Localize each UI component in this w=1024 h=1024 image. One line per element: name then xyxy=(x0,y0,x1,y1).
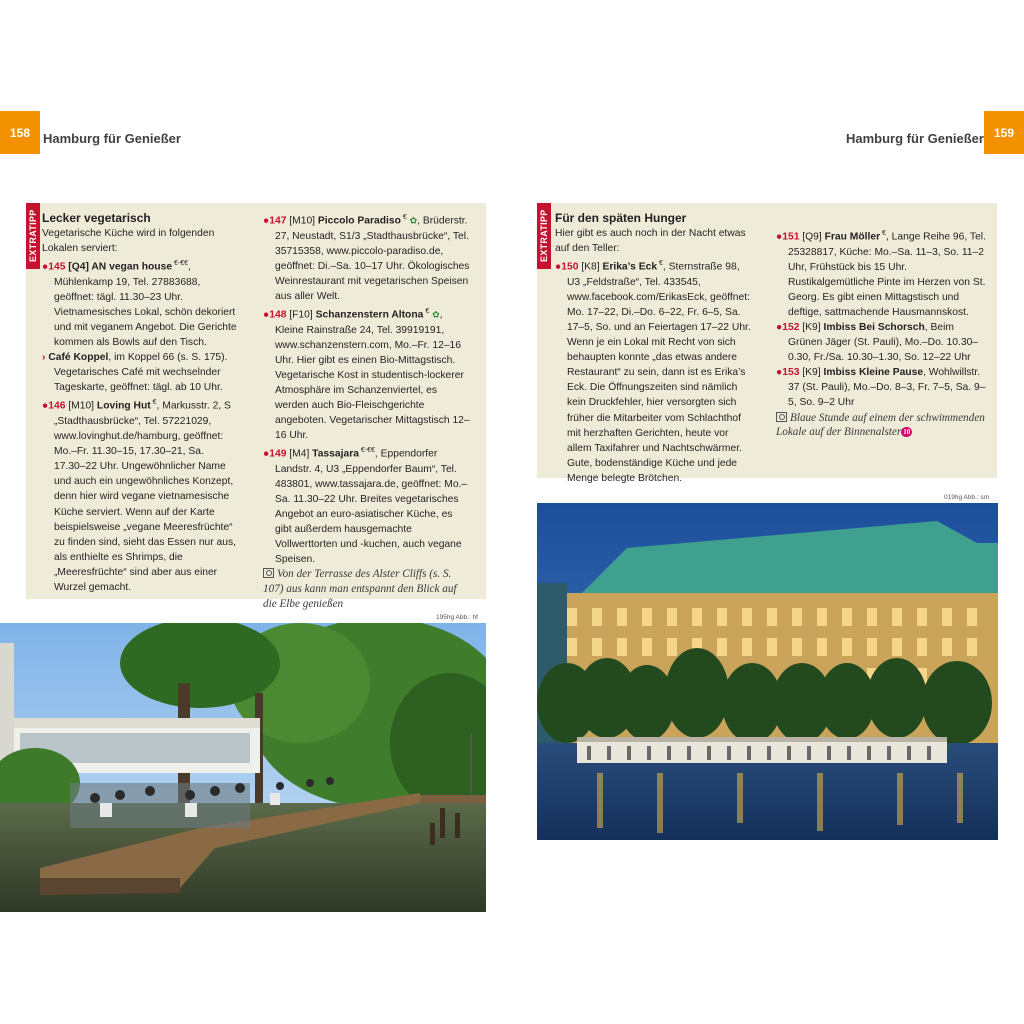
photo-credit-right: 019hg Abb.: sm xyxy=(944,494,990,501)
right-column-2 xyxy=(776,226,986,440)
map-pin-icon: ● xyxy=(263,309,270,321)
page-number-right xyxy=(984,111,1024,154)
map-pin-icon: ● xyxy=(42,261,49,273)
list-item-146: ●146 [M10] Loving Hut €, Markusstr. 2, S „Stadthausbrücke“, Tel. 57221029, www.lovinghut.de/hamburg, geöffnet: Mo.–Fr. 11.30–15, 17.30–21, Sa. 17.30–22 Uhr. Ungewöhnlicher Name und auch ein ungewöhnliches Konzept, denn hier wird vegane vietnamesische Küche serviert. Wenn auf der Karte beispielsweise „vegane Meeresfrüchte“ zu finden sind, sieht das Essen nur aus, als enthielte es Shrimps, die „Meeresfrüchte“ sind aber aus einer Wurzel gemacht. xyxy=(42,399,237,593)
organic-leaf-icon: ✿ xyxy=(409,215,418,226)
section-intro: Hier gibt es auch noch in der Nacht etwas auf den Teller: xyxy=(555,228,746,255)
list-item-153: ●153 [K9] Imbiss Kleine Pause, Wohlwillstr. 37 (St. Pauli), Mo.–Do. 8–3, Fr. 7–5, Sa. 9–5, So. 9–2 Uhr xyxy=(776,367,986,409)
extratipp-label-right: EXTRATIPP xyxy=(537,203,551,269)
photo-alster-cliff-terrace xyxy=(0,623,486,912)
left-column-2 xyxy=(263,210,470,611)
reference-badge: 10 xyxy=(903,428,911,437)
map-pin-icon: ● xyxy=(776,321,783,333)
list-item-148: ●148 [F10] Schanzenstern Altona € ✿, Kleine Rainstraße 24, Tel. 39919191, www.schanzenstern.com, Mo.–Fr. 12–16 Uhr. Hier gibt es einen Bio-Mittagstisch. Vegetarische Kost in studentisch-lockerer Atmosphäre im Schanzenviertel, es werden auch Bio-Fleischgerichte angeboten. Vegetarischer Mittagstisch 12–16 Uhr. xyxy=(263,307,470,442)
list-item-149: ●149 [M4] Tassajara €-€€, Eppendorfer Landstr. 4, U3 „Eppendorfer Baum“, Tel. 483801, www.tassajara.de, geöffnet: Mo.–Sa. 11.30–22 Uhr. Breites vegetarisches Angebot an euro-asiatischer Küche, es gibt außerdem hausgemachte Vollwerttorten und -kuchen, auch vegane Speisen. xyxy=(263,447,468,566)
list-item-145: ●145 [Q4] AN vegan house €-€€, Mühlenkamp 19, Tel. 27883688, geöffnet: tägl. 11.30–23 Uhr. Vietnamesisches Lokal, schön dekoriert und mit veganem Angebot. Die Gerichte kommen als Bowls auf den Tisch. xyxy=(42,260,237,349)
map-pin-icon: ● xyxy=(776,231,783,243)
photo-binnenalster-blue-hour xyxy=(537,503,998,840)
list-item-150: ●150 [K8] Erika’s Eck €, Sternstraße 98, U3 „Feldstraße“, Tel. 433545, www.facebook.com/ErikasEck, geöffnet: Mo. 17–22, Di.–Do. 6–22, Fr. 6–5, Sa. 17–5, So. und an Feiertagen 17–22 Uhr. Wenn je ein Lokal mit Recht von sich behaupten konnte „das etwas andere Restaurant“ zu sein, dann ist es Erika’s Eck. Die Öffnungszeiten sind nämlich kein Druckfehler, hier versorgten sich früher die Mitarbeiter vom Schlachthof mit herzhaften Gerichten, heute vor allem Taxifahrer und Nachtschwärmer. Gute, bodenständige Küche und jede Menge belegte Brötchen. xyxy=(555,260,751,484)
section-heading: Für den späten Hunger xyxy=(555,211,687,225)
page-number-text: 158 xyxy=(9,125,31,140)
photo-caption-right: Blaue Stunde auf einem der schwimmenden Lokale auf der Binnenalster 10 xyxy=(776,411,985,439)
extratipp-label-left: EXTRATIPP xyxy=(26,203,40,269)
map-pin-icon: ● xyxy=(555,261,562,273)
running-title-left: Hamburg für Genießer xyxy=(43,131,181,146)
list-item-koppel: › Café Koppel, im Koppel 66 (s. S. 175). Vegetarisches Café mit wechselnder Tageskarte, geöffnet: tägl. ab 10 Uhr. xyxy=(42,352,228,394)
map-pin-icon: ● xyxy=(42,400,49,412)
terrace-illustration xyxy=(0,623,486,912)
map-pin-icon: ● xyxy=(263,448,270,460)
left-column-1 xyxy=(42,210,237,595)
page-number-left xyxy=(0,111,40,154)
arrow-bullet-icon: › xyxy=(42,352,46,364)
map-pin-icon: ● xyxy=(263,215,270,227)
page-number-text: 159 xyxy=(993,125,1015,140)
list-item-152: ●152 [K9] Imbiss Bei Schorsch, Beim Grünen Jäger (St. Pauli), Mo.–Do. 10.30–0.30, Fr./Sa. 10.30–1.30, So. 12–22 Uhr xyxy=(776,321,979,364)
list-item-151: ●151 [Q9] Frau Möller €, Lange Reihe 96, Tel. 25328817, Küche: Mo.–Sa. 11–3, So. 11–2 Uhr, Frühstück bis 15 Uhr. Rustikalgemütliche Pinte im Herzen von St. Georg. Es gibt einen Mittagstisch und deftige, sattmachende Hausmannskost. xyxy=(776,230,986,318)
photo-caption-left: Von der Terrasse des Alster Cliffs (s. S. 107) aus kann man entspannt den Blick auf die Elbe genießen xyxy=(263,568,457,610)
running-title-right: Hamburg für Genießer xyxy=(846,131,984,146)
section-heading: Lecker vegetarisch xyxy=(42,211,151,225)
binnenalster-illustration xyxy=(537,503,998,840)
organic-leaf-icon: ✿ xyxy=(432,309,440,320)
camera-icon xyxy=(776,412,787,422)
photo-credit-left: 195hg Abb.: hf xyxy=(436,614,478,621)
map-pin-icon: ● xyxy=(776,367,783,379)
right-column-1 xyxy=(555,210,755,486)
camera-icon xyxy=(263,568,274,578)
list-item-147: ●147 [M10] Piccolo Paradiso € ✿, Brüderstr. 27, Neustadt, S1/3 „Stadthausbrücke“, Tel. 35715358, www.piccolo-paradiso.de, geöffnet: Di.–Sa. 10–17 Uhr. Ökologisches Weinrestaurant mit vegetarischen Speisen aus aller Welt. xyxy=(263,214,470,302)
section-intro: Vegetarische Küche wird in folgenden Lokalen serviert: xyxy=(42,228,215,255)
